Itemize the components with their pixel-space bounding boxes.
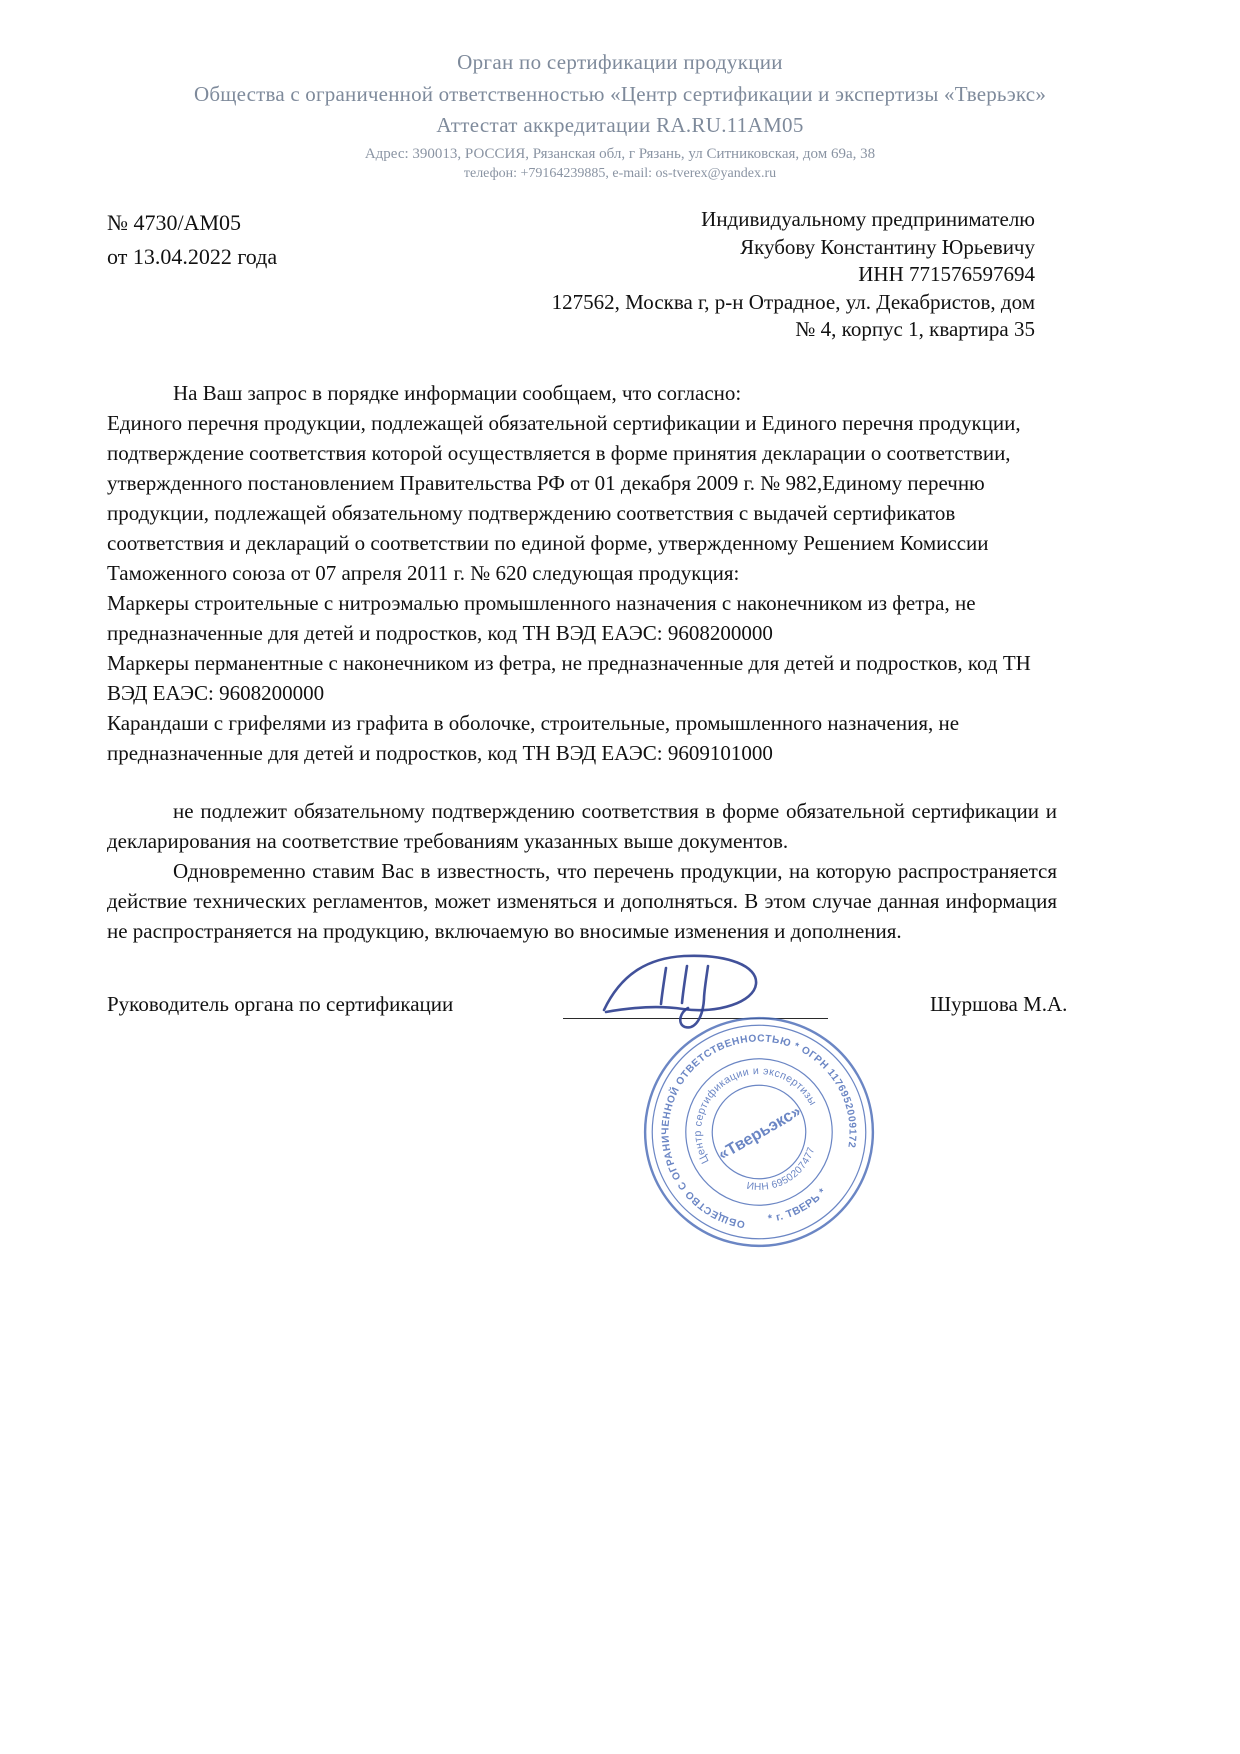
signature-stroke xyxy=(682,966,687,1003)
signature-role: Руководитель органа по сертификации xyxy=(107,992,454,1016)
signature-name: Шуршова М.А. xyxy=(930,992,1068,1016)
stamp-outer-ring-textpath: ОБЩЕСТВО С ОГРАНИЧЕННОЙ ОТВЕТСТВЕННОСТЬЮ * ОГРН 1176952009172 xyxy=(660,1033,858,1230)
reference-number: № 4730/АМ05 xyxy=(107,210,242,235)
letterhead-accreditation: Аттестат аккредитации RA.RU.11АМ05 xyxy=(436,113,804,137)
recipient-line: № 4, корпус 1, квартира 35 xyxy=(795,317,1035,341)
signature-stroke xyxy=(604,956,756,1012)
reference-block xyxy=(107,206,277,274)
recipient-line: 127562, Москва г, р-н Отрадное, ул. Декабристов, дом xyxy=(551,289,1035,314)
stamp-center-text: «Тверьэкс» xyxy=(715,1102,804,1164)
round-stamp xyxy=(637,1010,881,1254)
stamp-city-textpath: * г. ТВЕРЬ * xyxy=(767,1185,829,1226)
product-item: Маркеры строительные с нитроэмалью промышленного назначения с наконечником из фетра, не предназначенные для детей и подростков, код ТН ВЭД ЕАЭС: 9608200000 xyxy=(107,591,976,645)
product-item: Карандаши с грифелями из графита в оболочке, строительные, промышленного назначения, не предназначенные для детей и подростков, код ТН ВЭД ЕАЭС: 9609101000 xyxy=(107,711,960,765)
recipient-line: ИНН 771576597694 xyxy=(858,262,1035,286)
body-conclusion-1: не подлежит обязательному подтверждению соответствия в форме обязательной сертификации и декларирования на соответствие требованиям указанных выше документов. xyxy=(107,799,1057,853)
letterhead-contacts: телефон: +79164239885, e-mail: os-tverex@yandex.ru xyxy=(463,166,777,181)
reference-date: от 13.04.2022 года xyxy=(107,244,278,269)
recipient-line: Индивидуальному предпринимателю xyxy=(701,207,1035,231)
body-conclusion-2: Одновременно ставим Вас в известность, что перечень продукции, на которую распространяется действие технических регламентов, может изменяться и дополняться. В этом случае данная информация не распространяется на продукцию, включаемую во вносимые изменения и дополнения. xyxy=(107,859,1057,943)
body-intro: На Ваш запрос в порядке информации сообщаем, что согласно: xyxy=(173,381,742,405)
signature-stroke xyxy=(661,968,666,1004)
product-item: Маркеры перманентные с наконечником из фетра, не предназначенные для детей и подростков, код ТН ВЭД ЕАЭС: 9608200000 xyxy=(107,651,1031,705)
letterhead-org-name: Общества с ограниченной ответственностью «Центр сертификации и экспертизы «Тверьэкс» xyxy=(193,82,1047,106)
letter-body xyxy=(107,378,1057,946)
stamp-inner-top-textpath: Центр сертификации и экспертизы xyxy=(691,1064,819,1166)
recipient-block xyxy=(415,206,1035,344)
body-main-paragraph: Единого перечня продукции, подлежащей обязательной сертификации и Единого перечня продукции, подтверждение соответствия которой осуществляется в форме принятия декларации о соответствии, утвержденного постановлением Правительства РФ от 01 декабря 2009 г. № 982,Единому перечню продукции, подлежащей обязательному подтверждению соответствия с выдачей сертификатов соответствия и деклараций о соответствии по единой форме, утвержденному Решением Комиссии Таможенного союза от 07 апреля 2011 г. № 620 следующая продукция: xyxy=(107,411,1021,585)
stamp-inn-textpath: ИНН 6950207477 xyxy=(745,1145,818,1194)
letterhead-org-type: Орган по сертификации продукции xyxy=(457,50,783,74)
letterhead-address: Адрес: 390013, РОССИЯ, Рязанская обл, г Рязань, ул Ситниковская, дом 69а, 38 xyxy=(364,146,876,162)
recipient-line: Якубову Константину Юрьевичу xyxy=(740,234,1035,259)
stamp-group xyxy=(637,1010,881,1254)
letterhead xyxy=(0,50,1240,182)
